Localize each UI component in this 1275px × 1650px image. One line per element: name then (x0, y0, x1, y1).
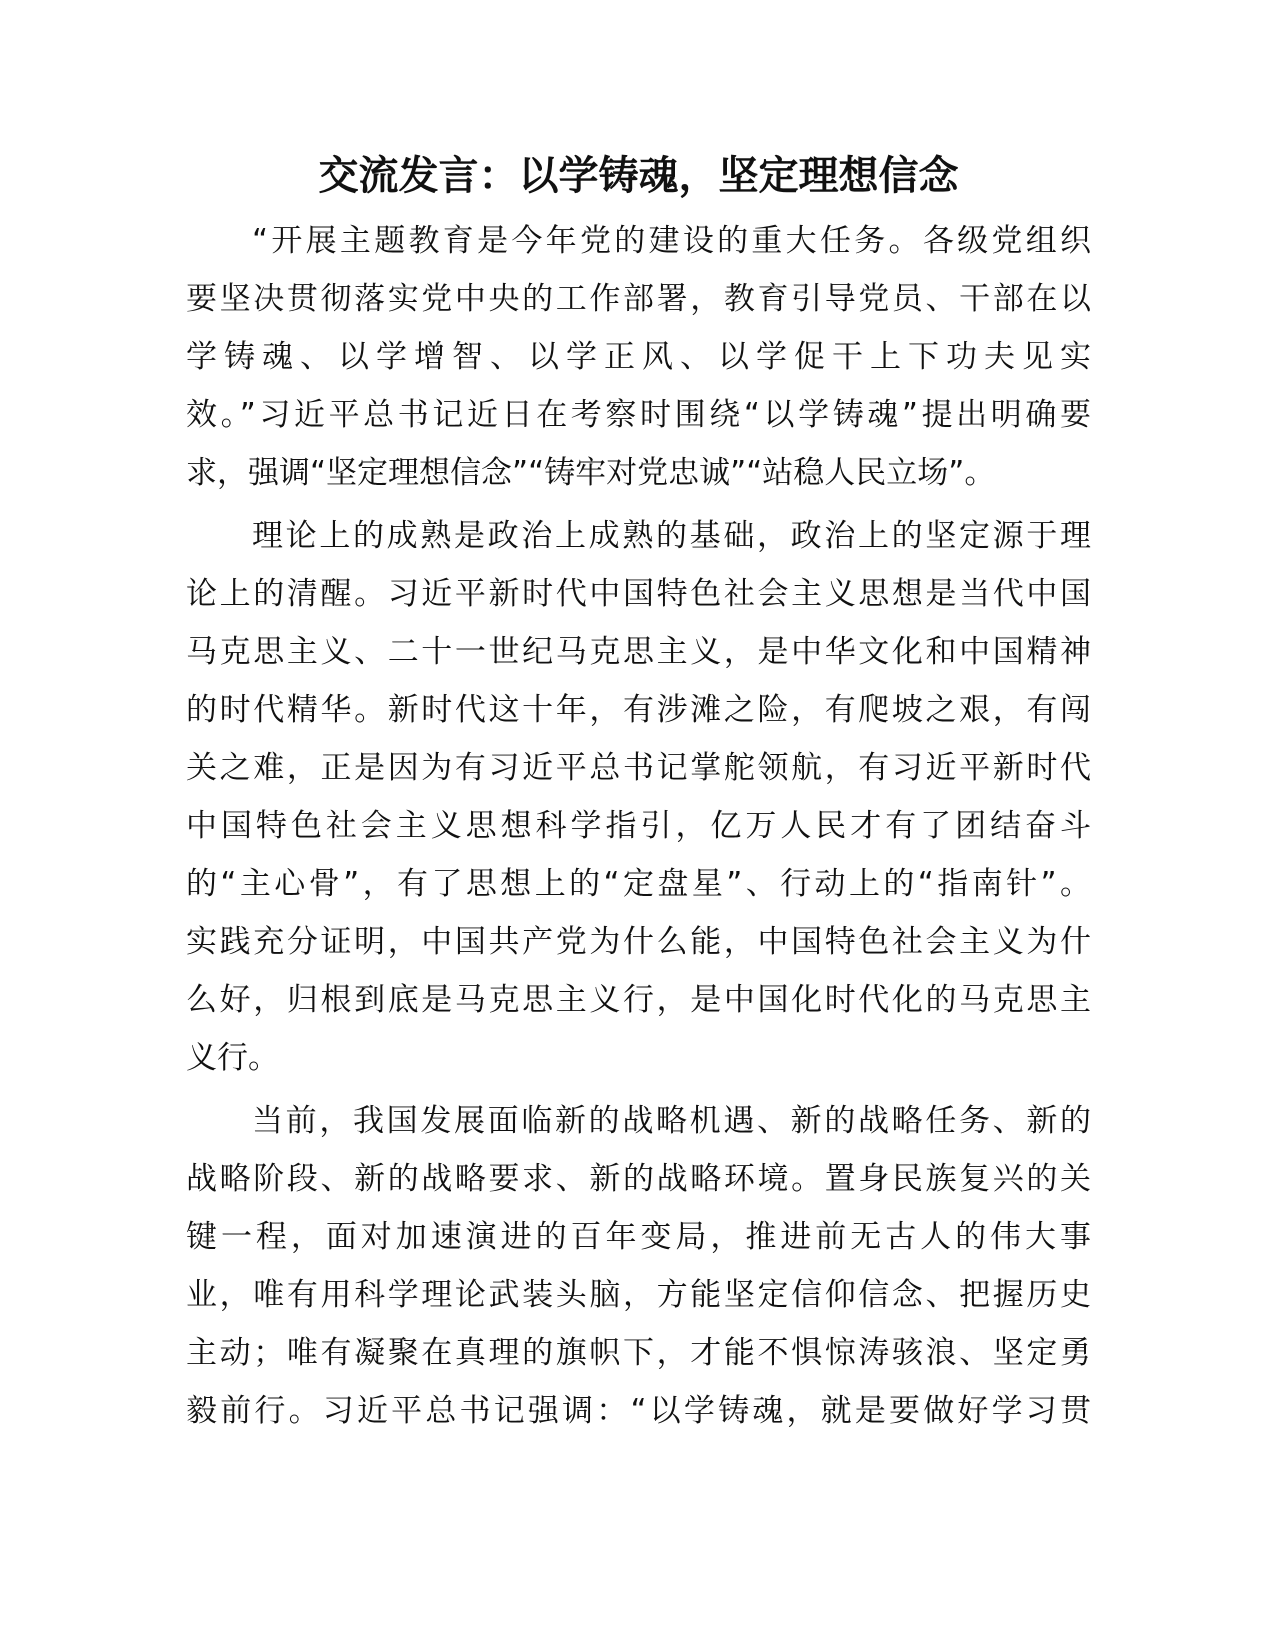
paragraph-line: 主动；唯有凝聚在真理的旗帜下，才能不惧惊涛骇浪、坚定勇 (186, 1335, 1091, 1371)
document-title: 交流发言：以学铸魂，坚定理想信念 (318, 153, 959, 199)
paragraph-line: 业，唯有用科学理论武装头脑，方能坚定信仰信念、把握历史 (186, 1277, 1091, 1313)
paragraph-line: 毅前行。习近平总书记强调：“以学铸魂，就是要做好学习贯 (186, 1393, 1091, 1429)
paragraph-line: 求，强调“坚定理想信念”“铸牢对党忠诚”“站稳人民立场”。 (186, 455, 996, 491)
document-body (186, 212, 1091, 1445)
paragraph-line: 要坚决贯彻落实党中央的工作部署，教育引导党员、干部在以 (186, 281, 1091, 317)
paragraph-line: 么好，归根到底是马克思主义行，是中国化时代化的马克思主 (186, 982, 1091, 1018)
paragraph-line: 义行。 (186, 1040, 279, 1076)
paragraph-1 (186, 212, 1091, 502)
paragraph-line: 的“主心骨”，有了思想上的“定盘星”、行动上的“指南针”。 (186, 866, 1091, 902)
paragraph-line: 键一程，面对加速演进的百年变局，推进前无古人的伟大事 (186, 1219, 1091, 1255)
paragraph-line: 论上的清醒。习近平新时代中国特色社会主义思想是当代中国 (186, 576, 1091, 612)
paragraph-line: “开展主题教育是今年党的建设的重大任务。各级党组织 (252, 223, 1091, 259)
paragraph-line: 当前，我国发展面临新的战略机遇、新的战略任务、新的 (252, 1103, 1091, 1139)
paragraph-line: 效。”习近平总书记近日在考察时围绕“以学铸魂”提出明确要 (186, 397, 1091, 433)
paragraph-line: 马克思主义、二十一世纪马克思主义，是中华文化和中国精神 (186, 634, 1091, 670)
paragraph-line: 实践充分证明，中国共产党为什么能，中国特色社会主义为什 (186, 924, 1091, 960)
paragraph-line: 学铸魂、以学增智、以学正风、以学促干上下功夫见实 (186, 339, 1091, 375)
paragraph-line: 战略阶段、新的战略要求、新的战略环境。置身民族复兴的关 (186, 1161, 1091, 1197)
paragraph-2 (186, 507, 1091, 1087)
paragraph-line: 的时代精华。新时代这十年，有涉滩之险，有爬坡之艰，有闯 (186, 692, 1091, 728)
paragraph-line: 中国特色社会主义思想科学指引，亿万人民才有了团结奋斗 (186, 808, 1091, 844)
paragraph-line: 理论上的成熟是政治上成熟的基础，政治上的坚定源于理 (252, 518, 1091, 554)
paragraph-line: 关之难，正是因为有习近平总书记掌舵领航，有习近平新时代 (186, 750, 1091, 786)
paragraph-3 (186, 1092, 1091, 1440)
